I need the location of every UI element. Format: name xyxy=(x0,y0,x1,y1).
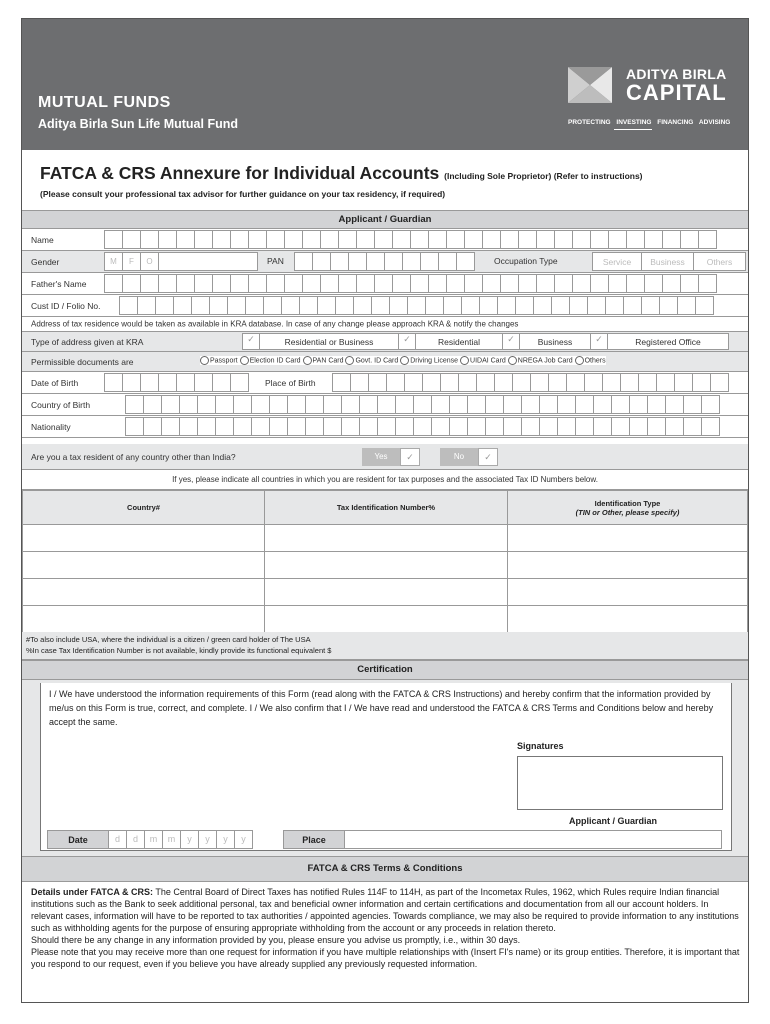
col-tin: Tax Identification Number% xyxy=(265,491,508,525)
father-name-field[interactable] xyxy=(104,274,716,293)
nationality-row: Nationality xyxy=(22,416,748,438)
name-field[interactable] xyxy=(104,230,716,249)
certification-box xyxy=(40,683,732,851)
logo-line2: CAPITAL xyxy=(626,80,727,105)
cust-id-row: Cust ID / Folio No. xyxy=(22,295,748,317)
brand-subtitle: Aditya Birla Sun Life Mutual Fund xyxy=(38,117,238,131)
table-footnotes: #To also include USA, where the individual is a citizen / green card holder of The USA %In case Tax Identification Number is not available, kindly provide its functional equivalent $ xyxy=(22,632,748,660)
terms-section-header: FATCA & CRS Terms & Conditions xyxy=(22,856,748,882)
address-type-row: Type of address given at KRA ✓ Residential or Business ✓ Residential ✓ Business ✓ Registered Office xyxy=(22,332,748,352)
country-of-birth-row: Country of Birth xyxy=(22,394,748,416)
col-country: Country# xyxy=(23,491,265,525)
form-title: FATCA & CRS Annexure for Individual Accounts (Including Sole Proprietor) (Refer to instructions) xyxy=(40,163,643,183)
tax-yes-option[interactable]: Yes ✓ xyxy=(362,448,420,466)
certification-section-header: Certification xyxy=(22,660,748,680)
father-name-row: Father's Name xyxy=(22,273,748,295)
form-subtitle: (Please consult your professional tax advisor for further guidance on your tax residency, if required) xyxy=(40,189,446,199)
cust-id-field[interactable] xyxy=(119,296,713,315)
table-row xyxy=(23,579,748,606)
country-of-birth-field[interactable] xyxy=(125,395,719,414)
logo-mark-icon xyxy=(568,67,612,103)
date-place-row: Date d d m m y y y y Place xyxy=(47,830,722,849)
brand-title: MUTUAL FUNDS xyxy=(38,94,171,111)
nationality-field[interactable] xyxy=(125,417,719,436)
aditya-birla-logo xyxy=(562,63,732,133)
form-header xyxy=(22,19,748,150)
logo-line1: ADITYA BIRLA xyxy=(626,66,727,82)
tagline-underline xyxy=(614,129,652,130)
gender-row: Gender M F O PAN Occupation Type Service Business Others xyxy=(22,251,748,273)
dob-row: Date of Birth Place of Birth xyxy=(22,372,748,394)
table-row xyxy=(23,552,748,579)
name-row: Name xyxy=(22,229,748,251)
documents-row: Permissible documents are Passport Election ID Card PAN Card Govt. ID Card Driving License UIDAI Card NREGA Job Card Others xyxy=(22,352,748,372)
gender-field[interactable]: M F O xyxy=(104,252,257,271)
tax-residency-table xyxy=(22,490,748,633)
place-field[interactable] xyxy=(344,830,722,849)
tax-no-option[interactable]: No ✓ xyxy=(440,448,498,466)
place-of-birth-field[interactable] xyxy=(332,373,728,392)
address-type-options[interactable]: ✓ Residential or Business ✓ Residential ✓ Business ✓ Registered Office xyxy=(242,333,728,350)
table-row xyxy=(23,525,748,552)
form-page xyxy=(21,18,749,1003)
date-field[interactable]: d d m m y y y y xyxy=(109,830,253,849)
table-row xyxy=(23,606,748,633)
dob-field[interactable] xyxy=(104,373,248,392)
certification-text: I / We have understood the information requirements of this Form (read along with the FATCA & CRS Instructions) and hereby confirm that the information provided by me/us on this Form is true, correct, and complete. I / We also confirm that I / We have read and understood the FATCA & CRS Terms and Conditions below and hereby accept the same. xyxy=(49,689,714,727)
logo-tagline: PROTECTING INVESTING FINANCING ADVISING xyxy=(568,119,731,126)
terms-text: Details under FATCA & CRS: The Central Board of Direct Taxes has notified Rules 114F to 114H, as part of the Incometax Rules, 1962, which Rules require Indian financial institutions such as the Bank to seek additional personal, tax and beneficial owner information and certain certifications and documentation from all our account holders. In relevant cases, information will have to be reported to tax authorities / appointed agencies. Towards compliance, we may also be required to provide information to any institutions such as withholding agents for the purpose of ensuring appropriate withholding from the account or any proceeds in relation thereto. Should there be any change in any information provided by you, please ensure you advise us promptly, i.e., within 30 days. Please note that you may receive more than one request for information if you have multiple relationships with (Insert FI's name) or its group entities. Therefore, it is important that you respond to our request, even if you believe you have already supplied any previously requested information. xyxy=(31,887,740,969)
address-note-row: Address of tax residence would be taken as available in KRA database. In case of any change please approach KRA & notify the changes xyxy=(22,317,748,332)
col-id-type: Identification Type (TIN or Other, please specify) xyxy=(508,491,748,525)
applicant-section-header: Applicant / Guardian xyxy=(22,210,748,229)
pan-field[interactable] xyxy=(294,252,474,271)
applicant-guardian-label: Applicant / Guardian xyxy=(569,816,658,826)
tax-resident-row: Are you a tax resident of any country other than India? Yes ✓ No ✓ xyxy=(22,444,748,470)
signatures-label: Signatures xyxy=(517,741,564,751)
occupation-field[interactable]: Service Business Others xyxy=(592,252,745,271)
signature-box[interactable] xyxy=(517,756,723,810)
certification-area xyxy=(22,680,748,856)
if-yes-note: If yes, please indicate all countries in which you are resident for tax purposes and the associated Tax ID Numbers below. xyxy=(22,470,748,490)
document-options[interactable]: Passport Election ID Card PAN Card Govt. ID Card Driving License UIDAI Card NREGA Job Card Others xyxy=(200,356,606,365)
